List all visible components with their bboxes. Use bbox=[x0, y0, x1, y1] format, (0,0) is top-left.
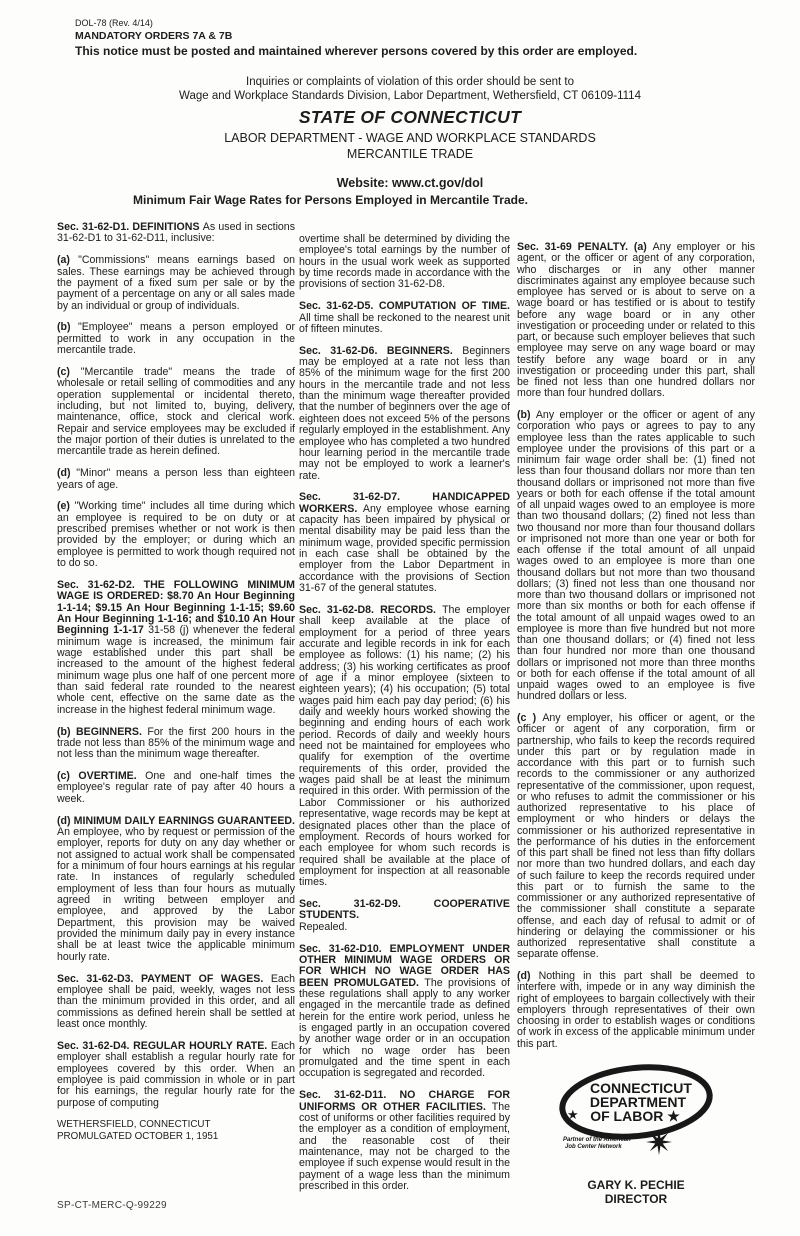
paragraph: Sec. 31-62-D3. PAYMENT OF WAGES. Each employee shall be paid, weekly, wages not less than the minimum provided in this order, and all commissions as defined herein shall be settled at least once monthly. bbox=[57, 972, 295, 1030]
paragraph: overtime shall be determined by dividing the employee's total earnings by the number of hours in the usual work week as supported by time records made in accordance with the provisions of section 31-62-D8. bbox=[299, 233, 510, 291]
seal-tagline-1: Partner of the American bbox=[563, 1137, 631, 1144]
paragraph: (e) "Working time" includes all time during which an employee is required to be on duty or at prescribed premises whether or not work is then provided by the employer; or during which an employee is permitted to work though required not to do so. bbox=[57, 500, 295, 570]
mandatory-orders-line: MANDATORY ORDERS 7A & 7B bbox=[75, 30, 233, 43]
promulgation-city: WETHERSFIELD, CONNECTICUT bbox=[57, 1119, 211, 1131]
seal-line-1: CONNECTICUT bbox=[590, 1080, 692, 1097]
column-3 bbox=[517, 242, 755, 1206]
column-2 bbox=[299, 234, 510, 1203]
column-3-paragraphs bbox=[517, 242, 755, 1050]
column-1-paragraphs bbox=[57, 222, 295, 1109]
paragraph: (d) MINIMUM DAILY EARNINGS GUARANTEED. An employee, who by request or permission of the employer, reports for duty on any day whether or not assigned to actual work shall be compensated for a minimum of four hours earnings at his regular rate. In instances of regularly scheduled employment of less than four hours as mutually agreed in writing between employer and employee, and approved by the Labor Department, this provision may be waived provided the minimum daily pay in every instance shall be at least twice the applicable minimum hourly rate. bbox=[57, 814, 295, 963]
seal-line-3: OF LABOR ★ bbox=[590, 1108, 680, 1125]
website-line: Website: www.ct.gov/dol bbox=[336, 176, 484, 190]
seal-star-icon: ★ bbox=[567, 1108, 579, 1124]
paragraph: (c) OVERTIME. One and one-half times the employee's regular rate of pay after 40 hours a week. bbox=[57, 770, 295, 805]
paragraph: Sec. 31-62-D1. DEFINITIONS As used in sections 31-62-D1 to 31-62-D11, inclusive: bbox=[57, 221, 295, 245]
column-1 bbox=[57, 222, 295, 1142]
paragraph: Sec. 31-62-D10. EMPLOYMENT UNDER OTHER MINIMUM WAGE ORDERS OR FOR WHICH NO WAGE ORDER HAS BEEN PROMULGATED. The provisions of these regulations shall apply to any worker engaged in the mercantile trade as defined herein for the entire work period, unless he is engaged partly in an occupation covered by another wage order or in an occupation for which no wage order has been promulgated and the time spent in each occupation is segregated and recorded. bbox=[299, 942, 510, 1080]
document-title: Minimum Fair Wage Rates for Persons Employed in Mercantile Trade. bbox=[133, 193, 528, 207]
state-title: STATE OF CONNECTICUT bbox=[298, 107, 522, 127]
ct-dol-seal bbox=[517, 1060, 755, 1163]
department-line: LABOR DEPARTMENT - WAGE AND WORKPLACE STANDARDS bbox=[224, 131, 596, 145]
promulgation-footer bbox=[57, 1119, 295, 1142]
inquiries-line-1: Inquiries or complaints of violation of this order should be sent to bbox=[246, 76, 574, 88]
paragraph: Sec. 31-62-D2. THE FOLLOWING MINIMUM WAGE IS ORDERED: $8.70 An Hour Beginning 1-1-14; $9.15 An Hour Beginning 1-1-15; $9.60 An Hour Beginning 1-1-16; and $10.10 An Hour Beginning 1-1-17 31-58 (j) whenever the federal minimum wage is increased, the minimum fair wage established under this part shall be increased to the amount of the highest federal minimum wage plus one half of one percent more than said federal rate rounded to the nearest whole cent, effective on the same date as the increase in the highest federal minimum wage. bbox=[57, 578, 295, 716]
paragraph: Sec. 31-69 PENALTY. (a) Any employer or his agent, or the officer or agent of any corporation, who discharges or in any other manner discriminates against any employee because such employee has served or is about to serve on a wage board or has testified or is about to testify before any wage board or in any other investigation or proceeding under or related to this part, or because such employer believes that such employee may serve on any wage board or may testify before any wage board or in any investigation or proceeding under this part, shall be fined not less than one hundred dollars nor more than four hundred dollars. bbox=[517, 241, 755, 400]
paragraph: (b) BEGINNERS. For the first 200 hours in the trade not less than 85% of the minimum wage and not less than the minimum wage thereafter. bbox=[57, 725, 295, 761]
paragraph: Sec. 31-62-D5. COMPUTATION OF TIME. All time shall be reckoned to the nearest unit of fifteen minutes. bbox=[299, 300, 510, 335]
column-2-paragraphs bbox=[299, 234, 510, 1192]
signature-block bbox=[517, 1178, 755, 1206]
seal-tagline-2: Job Center Network bbox=[565, 1144, 622, 1151]
paragraph: Sec. 31-62-D6. BEGINNERS. Beginners may be employed at a rate not less than 85% of the minimum wage for the first 200 hours in the mercantile trade and not less than the minimum wage thereafter provided that the number of beginners over the age of eighteen does not exceed 5% of the persons regularly employed in the establishment. Any employee who has completed a two hundred hour learning period in the mercantile trade may not be employed to work a learner's rate. bbox=[299, 344, 510, 482]
paragraph: (d) "Minor" means a person less than eighteen years of age. bbox=[57, 467, 295, 491]
paragraph: (d) Nothing in this part shall be deemed to interfere with, impede or in any way diminish the right of employees to bargain collectively with their employers through representatives of their own choosing in order to establish wages or conditions of work in excess of the applicable minimum under this part. bbox=[517, 970, 755, 1050]
form-code: SP-CT-MERC-Q-99229 bbox=[57, 1200, 167, 1211]
paragraph: (b) "Employee" means a person employed or permitted to work in any occupation in the mercantile trade. bbox=[57, 321, 295, 357]
paragraph: Sec. 31-62-D9. COOPERATIVE STUDENTS. Repealed. bbox=[299, 898, 510, 933]
ct-dol-seal-graphic bbox=[551, 1060, 721, 1160]
paragraph: Sec. 31-62-D4. REGULAR HOURLY RATE. Each employer shall establish a regular hourly rate for employees covered by this order. When an employee is paid commission in whole or in part for his earnings, the regular hourly rate for the purpose of computing bbox=[57, 1039, 295, 1109]
paragraph: (c ) Any employer, his officer or agent, or the officer or agent of any corporation, firm or partnership, who fails to keep the records required under this part or by regulation made in accordance with this part or to furnish such records to the commissioner or any authorized representative of the commissioner, upon request, or who refuses to admit the commissioner or his authorized representative to his place of employment or who hinders or delays the commissioner or his authorized representative in the performance of his duties in the enforcement of this part shall be fined not less than fifty dollars nor more than two hundred dollars, and each day of such failure to keep the records required under this part or to furnish the same to the commissioner or any authorized representative of the commissioner shall constitute a separate offense, and each day of refusal to admit or of hindering or delaying the commissioner or his authorized representative shall constitute a separate offense. bbox=[517, 712, 755, 961]
paragraph: (c) "Mercantile trade" means the trade of wholesale or retail selling of commodities and any operation supplemental or incidental thereto, including, but not limited to, buying, delivery, maintenance, office, stock and clerical work. Repair and service employees may be excluded if the major portion of their duties is unrelated to the mercantile trade as herein defined. bbox=[57, 365, 295, 458]
seal-line-2: DEPARTMENT bbox=[589, 1094, 687, 1111]
paragraph: Sec. 31-62-D11. NO CHARGE FOR UNIFORMS OR OTHER FACILITIES. The cost of uniforms or other facilities required by the employer as a condition of employment, and the reasonable cost of their maintenance, may not be charged to the employee if such expense would result in the payment of a wage less than the minimum prescribed in this order. bbox=[299, 1089, 510, 1192]
paragraph: (b) Any employer or the officer or agent of any corporation who pays or agrees to pay to any employee less than the rates applicable to such employee under the provisions of this part or a minimum fair wage order shall be: (1) fined not less than four thousand dollars nor more than ten thousand dollars or imprisoned not more than five years or both for each offense if the total amount of all unpaid wages owed to an employee is more than two thousand dollars; (2) fined not less than two thousand nor more than four thousand dollars or imprisoned not more than one year or both for each offense if the total amount of all unpaid wages owed to an employee is more than one thousand dollars but not more than two thousand dollars; (3) fined not less than one thousand nor more than two thousand dollars or imprisoned not more than six months or both for each offense if the total amount of all unpaid wages owed to an employee is more than five hundred but not more than one thousand dollars; or (4) fined not less than four hundred nor more than one thousand dollars or imprisoned not more than three months or both for each offense if the total amount of all unpaid wages owed to an employee is five hundred dollars or less. bbox=[517, 409, 755, 703]
paragraph: Sec. 31-62-D7. HANDICAPPED WORKERS. Any employee whose earning capacity has been impaired by physical or mental disability may be paid less than the minimum wage, provided specific permission in each case shall be obtained by the employer from the Labor Department in accordance with the provisions of Section 31-67 of the general statutes. bbox=[299, 491, 511, 595]
signature-name: GARY K. PECHIE bbox=[587, 1177, 685, 1192]
starburst-icon bbox=[646, 1129, 672, 1155]
inquiries-line-2: Wage and Workplace Standards Division, Labor Department, Wethersfield, CT 06109-1114 bbox=[179, 90, 641, 102]
posting-notice: This notice must be posted and maintained wherever persons covered by this order are employed. bbox=[75, 44, 638, 59]
signature-title: DIRECTOR bbox=[604, 1191, 668, 1206]
paragraph: (a) "Commissions" means earnings based on sales. These earnings may be achieved through the payment of a fixed sum per sale or by the payment of a percentage on any or all sales made by an individual or group of individuals. bbox=[57, 254, 295, 312]
trade-line: MERCANTILE TRADE bbox=[346, 147, 474, 161]
form-number: DOL-78 (Rev. 4/14) bbox=[75, 18, 153, 28]
header-center bbox=[15, 76, 800, 190]
promulgation-date: PROMULGATED OCTOBER 1, 1951 bbox=[57, 1130, 219, 1142]
header-left bbox=[75, 18, 637, 59]
paragraph: Sec. 31-62-D8. RECORDS. The employer shall keep available at the place of employment for a period of three years accurate and legible records in ink for each employee as follows: (1) his name; (2) his address; (3) his working certificates as proof of age if a minor employee (sixteen to eighteen years); (4) his occupation; (5) total wages paid him each pay day period; (6) his daily and weekly hours worked showing the beginning and ending hours of each work period. Records of daily and weekly hours need not be maintained for employees who qualify for exemption of the overtime requirements of this order, provided the wages paid shall be at least the minimum required in this order. With permission of the Labor Commissioner or his authorized representative, wage records may be kept at designated places other than the place of employment. Records of hours worked for each employee for whom such records is required shall be available at the place of employment for inspection at all reasonable times. bbox=[299, 603, 510, 889]
